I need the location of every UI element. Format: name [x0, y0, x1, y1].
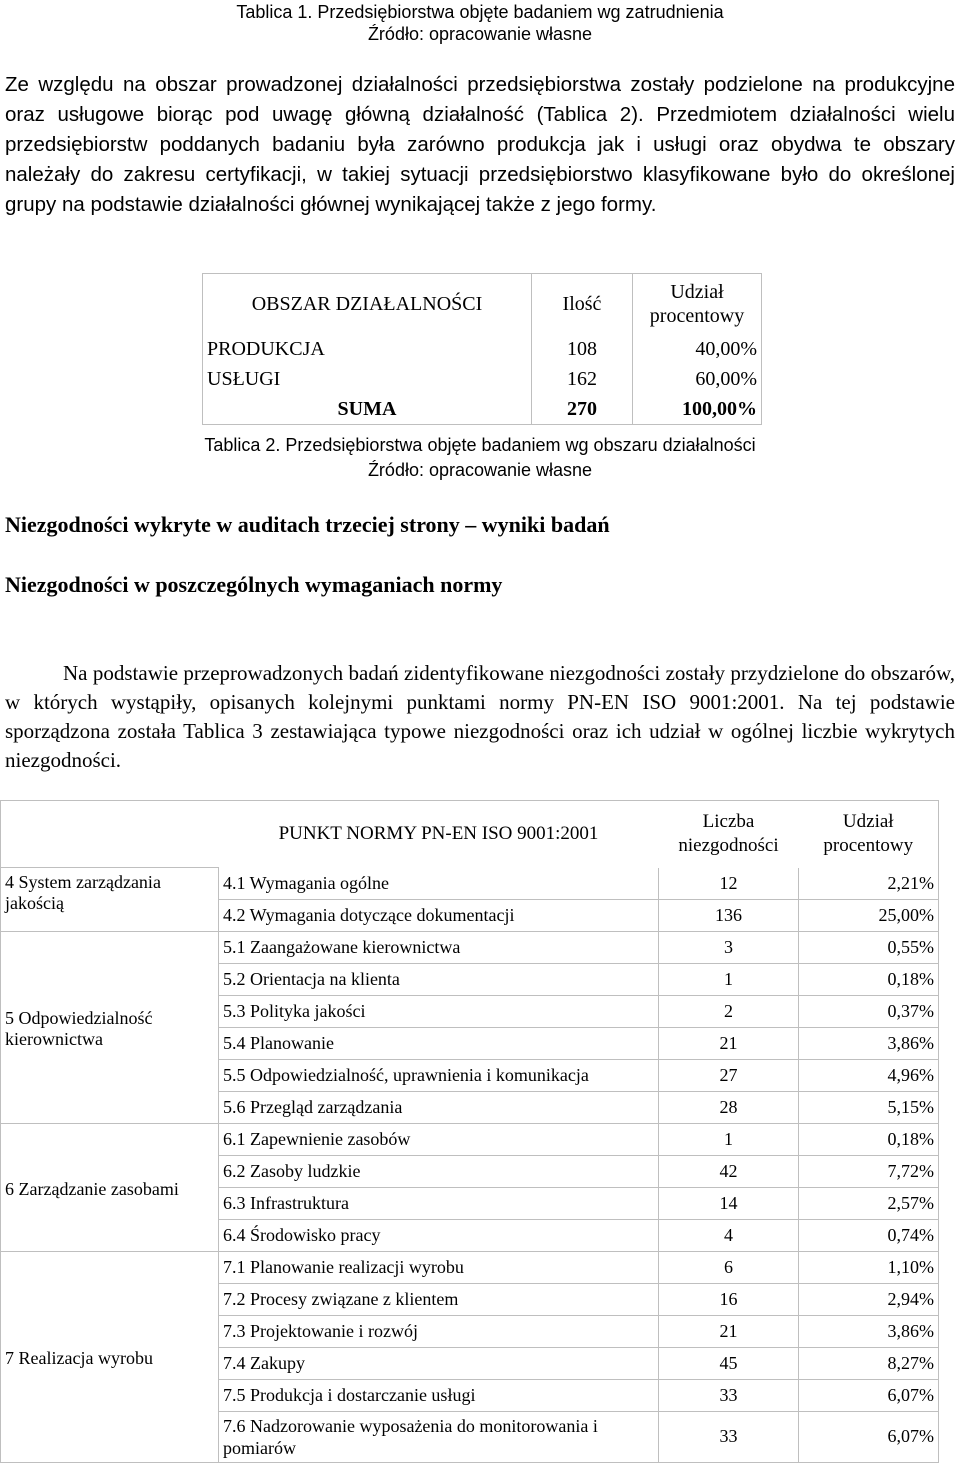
table-2-header-share: Udział procentowy: [633, 274, 762, 335]
table2-caption-title: Tablica 2. Przedsiębiorstwa objęte badaniem wg obszaru działalności: [204, 435, 756, 455]
table-3-item: 4.2 Wymagania dotyczące dokumentacji: [219, 899, 659, 931]
table-3-pct: 25,00%: [799, 899, 939, 931]
table-3-item: 5.4 Planowanie: [219, 1027, 659, 1059]
table-3-item: 6.3 Infrastruktura: [219, 1187, 659, 1219]
table-3-item: 7.6 Nadzorowanie wyposażenia do monitorowania i pomiarów: [219, 1411, 659, 1462]
table-3-pct: 6,07%: [799, 1379, 939, 1411]
table-3-header-share: Udział procentowy: [799, 801, 939, 868]
table-3-pct: 7,72%: [799, 1155, 939, 1187]
table-3-pct: 2,21%: [799, 868, 939, 900]
table-2-row: [203, 334, 762, 364]
table-3-header-count: Liczba niezgodności: [659, 801, 799, 868]
table-3-item: 5.6 Przegląd zarządzania: [219, 1091, 659, 1123]
table-3-item: 5.3 Polityka jakości: [219, 995, 659, 1027]
table-3-item: 7.4 Zakupy: [219, 1347, 659, 1379]
table-2: [202, 273, 762, 425]
table-3-item: 7.1 Planowanie realizacji wyrobu: [219, 1251, 659, 1283]
table-3-count: 4: [659, 1219, 799, 1251]
table-3-item: 4.1 Wymagania ogólne: [219, 868, 659, 900]
table-3-count: 3: [659, 931, 799, 963]
table-3-count: 45: [659, 1347, 799, 1379]
table-2-total-label: SUMA: [203, 394, 532, 425]
table-row: [1, 868, 939, 900]
table-3-count: 33: [659, 1379, 799, 1411]
table-3-item: 6.1 Zapewnienie zasobów: [219, 1123, 659, 1155]
table-2-cell-count: 162: [532, 364, 633, 394]
table-3-count: 14: [659, 1187, 799, 1219]
table-2-cell-pct: 60,00%: [633, 364, 762, 394]
table-3-header-blank: [1, 801, 219, 868]
table-3-count: 21: [659, 1027, 799, 1059]
table-3-count: 27: [659, 1059, 799, 1091]
table-3-group-label: 7 Realizacja wyrobu: [1, 1251, 219, 1462]
table-3-item: 7.5 Produkcja i dostarczanie usługi: [219, 1379, 659, 1411]
table-3-item: 6.4 Środowisko pracy: [219, 1219, 659, 1251]
table-3-item: 6.2 Zasoby ludzkie: [219, 1155, 659, 1187]
table-3-item: 5.2 Orientacja na klienta: [219, 963, 659, 995]
table-3-count: 1: [659, 963, 799, 995]
table-3-pct: 2,57%: [799, 1187, 939, 1219]
table-3-header-row: [1, 801, 939, 868]
table-2-header-row: [203, 274, 762, 335]
table-3-count: 12: [659, 868, 799, 900]
table-3-pct: 6,07%: [799, 1411, 939, 1462]
table-3-count: 21: [659, 1315, 799, 1347]
table-2-total-pct: 100,00%: [633, 394, 762, 425]
table-3-header-clause: PUNKT NORMY PN-EN ISO 9001:2001: [219, 801, 659, 868]
table-3-count: 16: [659, 1283, 799, 1315]
subsection-heading: Niezgodności w poszczególnych wymaganiach normy: [5, 572, 503, 597]
table-2-total-count: 270: [532, 394, 633, 425]
table-row: [1, 1251, 939, 1283]
table-3-count: 33: [659, 1411, 799, 1462]
table-3-group-label: 6 Zarządzanie zasobami: [1, 1123, 219, 1251]
intro-paragraph: Ze względu na obszar prowadzonej działalności przedsiębiorstwa zostały podzielone na produkcyjne oraz usługowe biorąc pod uwagę główną działalność (Tablica 2). Przedmiotem działalności wielu przedsiębiorstw poddanych badaniu była zarówno produkcja jak i usługi oraz obydwa te obszary należały do zakresu certyfikacji, w takiej sytuacji przedsiębiorstwo klasyfikowane było do określonej grupy na podstawie działalności głównej wynikającej także z jego formy.: [5, 73, 955, 216]
section-heading: Niezgodności wykryte w auditach trzeciej strony – wyniki badań: [5, 512, 610, 537]
table-2-header-count: Ilość: [532, 274, 633, 335]
table-3-pct: 3,86%: [799, 1315, 939, 1347]
table1-caption-source: Źródło: opracowanie własne: [367, 24, 593, 44]
table-row: [1, 1123, 939, 1155]
table-3-pct: 1,10%: [799, 1251, 939, 1283]
table-2-cell-count: 108: [532, 334, 633, 364]
table-3-pct: 0,55%: [799, 931, 939, 963]
table-2-cell-pct: 40,00%: [633, 334, 762, 364]
table-2-cell-label: USŁUGI: [203, 364, 532, 394]
body-paragraph: Na podstawie przeprowadzonych badań zidentyfikowane niezgodności zostały przydzielone do obszarów, w których wystąpiły, opisanych kolejnymi punktami normy PN-EN ISO 9001:2001. Na tej podstawie sporządzona została Tablica 3 zestawiająca typowe niezgodności oraz ich udział w ogólnej liczbie wykrytych niezgodności.: [5, 661, 955, 772]
table-3-item: 7.3 Projektowanie i rozwój: [219, 1315, 659, 1347]
table-2-cell-label: PRODUKCJA: [203, 334, 532, 364]
table-3-group-label: 4 System zarządzania jakością: [1, 868, 219, 932]
table-3-count: 1: [659, 1123, 799, 1155]
table-3-pct: 4,96%: [799, 1059, 939, 1091]
table-3-pct: 0,18%: [799, 1123, 939, 1155]
table-2-header-area: OBSZAR DZIAŁALNOŚCI: [203, 274, 532, 335]
table-3-count: 2: [659, 995, 799, 1027]
table-2-total-row: [203, 394, 762, 425]
table-3-count: 28: [659, 1091, 799, 1123]
table2-caption-source: Źródło: opracowanie własne: [367, 460, 593, 480]
table-3-item: 7.2 Procesy związane z klientem: [219, 1283, 659, 1315]
table-3: [0, 800, 939, 1463]
table-3-pct: 3,86%: [799, 1027, 939, 1059]
table-3-group-label: 5 Odpowiedzialność kierownictwa: [1, 931, 219, 1123]
table-3-count: 42: [659, 1155, 799, 1187]
table-3-pct: 2,94%: [799, 1283, 939, 1315]
table-row: [1, 931, 939, 963]
table-3-count: 136: [659, 899, 799, 931]
table-3-pct: 0,18%: [799, 963, 939, 995]
table-3-item: 5.5 Odpowiedzialność, uprawnienia i komunikacja: [219, 1059, 659, 1091]
table-3-pct: 0,37%: [799, 995, 939, 1027]
table-2-row: [203, 364, 762, 394]
table-3-item: 5.1 Zaangażowane kierownictwa: [219, 931, 659, 963]
table-3-pct: 8,27%: [799, 1347, 939, 1379]
table-3-pct: 5,15%: [799, 1091, 939, 1123]
table-3-pct: 0,74%: [799, 1219, 939, 1251]
table-3-count: 6: [659, 1251, 799, 1283]
table1-caption-title: Tablica 1. Przedsiębiorstwa objęte badaniem wg zatrudnienia: [236, 2, 724, 22]
